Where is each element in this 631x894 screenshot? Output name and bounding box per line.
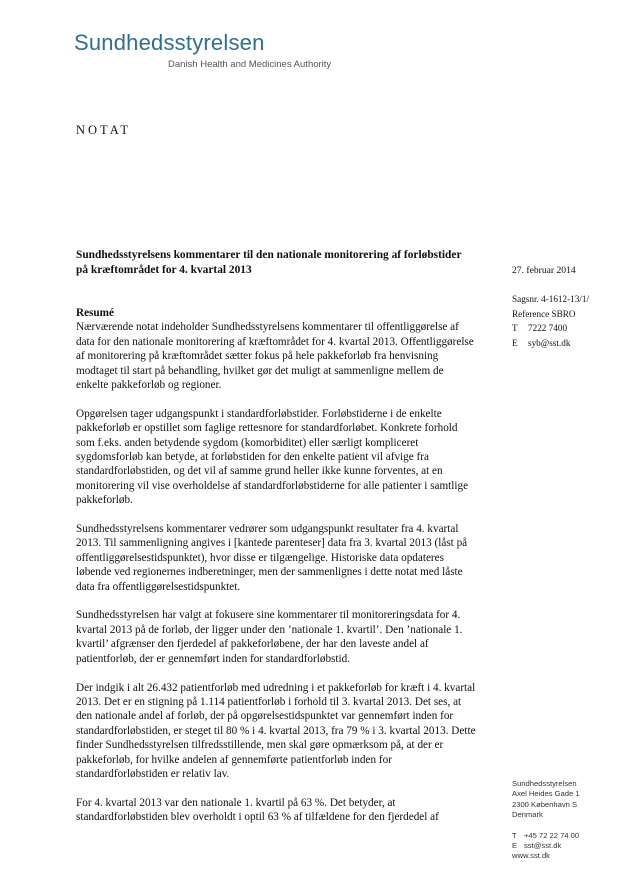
logo	[74, 30, 332, 70]
document-meta	[512, 292, 589, 350]
paragraph: For 4. kvartal 2013 var den nationale 1. kvartil på 63 %. Det betyder, at standardforløbstiden blev overholdt i optil 63 % af tilfældene for den fjerdedel af	[76, 796, 439, 824]
paragraph: Nærværende notat indeholder Sundhedsstyrelsens kommentarer til offentliggørelse af data for den nationale monitorering af kræftområdet for 4. kvartal 2013. Offentliggørelse af monitorering på kræftområdet sætter fokus på hele pakkeforløb fra henvisning modtaget til start på behandling, hvilket gør det muligt at sammenligne mellem de enkelte pakkeforløb og regioner.	[76, 321, 474, 392]
logo-subtitle: Danish Health and Medicines Authority	[168, 59, 332, 70]
footer-phone-label: T	[512, 830, 517, 840]
document-title: Sundhedsstyrelsens kommentarer til den nationale monitorering af forløbstider på kræftområdet for 4. kvartal 2013	[76, 249, 462, 276]
document-body	[76, 306, 478, 839]
footer-org: Sundhedsstyrelsen	[512, 779, 577, 788]
email-value: syb@sst.dk	[528, 337, 571, 348]
footer-address2: 2300 København S	[512, 799, 578, 809]
footer-web[interactable]: www.sst.dk	[512, 851, 550, 861]
phone-row	[512, 321, 589, 336]
phone-value: 7222 7400	[528, 323, 568, 333]
logo-wordmark: Sundhedsstyrelsen	[74, 30, 265, 55]
paragraph: Sundhedsstyrelsen har valgt at fokusere sine kommentarer til monitoreringsdata for 4. kvartal 2013 på de forløb, der ligger under den ’nationale 1. kvartil’. Den ’nationale 1. kvartil’ afgrænser den fjerdedel af pakkeforløbene, der har den laveste andel af patientforløb, der er gennemført inden for standardforløbstid.	[76, 609, 463, 665]
footer-email-row	[512, 841, 580, 851]
document-date: 27. februar 2014	[512, 265, 576, 276]
section-heading: Resumé	[76, 307, 114, 319]
email-row	[512, 336, 589, 351]
footer-phone-row	[512, 831, 580, 841]
footer-phone: +45 72 22 74 00	[524, 830, 580, 840]
document-type: NOTAT	[76, 123, 131, 137]
footer-address1: Axel Heides Gade 1	[512, 789, 580, 799]
email-label: E	[512, 337, 518, 348]
paragraph: Opgørelsen tager udgangspunkt i standardforløbstider. Forløbstiderne i de enkelte pakkeforløb er opstillet som faglige rettesnore for standardforløbet. Konkrete forhold som f.eks. anden betydende sygdom (komorbiditet) eller særligt kompliceret sygdomsforløb kan betyde, at forløbstiden for den enkelte patient vil afvige fra standardforløbstiden, og det vil af samme grund heller ikke kunne forventes, at en monitorering vil vise overholdelse af standardforløbstiderne for alle patienter i samtlige pakkeforløb.	[76, 407, 469, 507]
reference: Reference SBRO	[512, 308, 576, 319]
footer-email: sst@sst.dk	[524, 841, 562, 851]
paragraph: Sundhedsstyrelsens kommentarer vedrører som udgangspunkt resultater fra 4. kvartal 2013. Til sammenligning angives i [kantede parenteser] data fra 3. kvartal 2013 (låst på offentliggørelsestidspunktet), hvor disse er tilgængelige. Historiske data opdateres løbende ved regionernes indberetninger, men der sammenlignes i dette notat med låste data fra offentliggørelsestidspunktet.	[76, 523, 468, 593]
case-number: Sagsnr. 4-1612-13/1/	[512, 294, 590, 304]
paragraph: Der indgik i alt 26.432 patientforløb med udredning i et pakkeforløb for kræft i 4. kvartal 2013. Det er en stigning på 1.114 patientforløb i forhold til 3. kvartal 2013. Det ses, at den nationale andel af forløb, der på opgørelsestidspunktet var gennemført inden for standardforløbstiden, er steget til 80 % i 4. kvartal 2013, fra 79 % i 3. kvartal 2013. Dette finder Sundhedsstyrelsen tilfredsstillende, men skal gøre opmærksom på, at der er pakkeforløb, for hvilke andelen af gennemførte patientforløb inden for standardforløbstiden er relativ lav.	[76, 681, 476, 780]
footer-country: Denmark	[512, 810, 543, 820]
phone-label: T	[512, 323, 518, 333]
footer-contact	[512, 779, 580, 862]
footer-email-label: E	[512, 841, 518, 851]
